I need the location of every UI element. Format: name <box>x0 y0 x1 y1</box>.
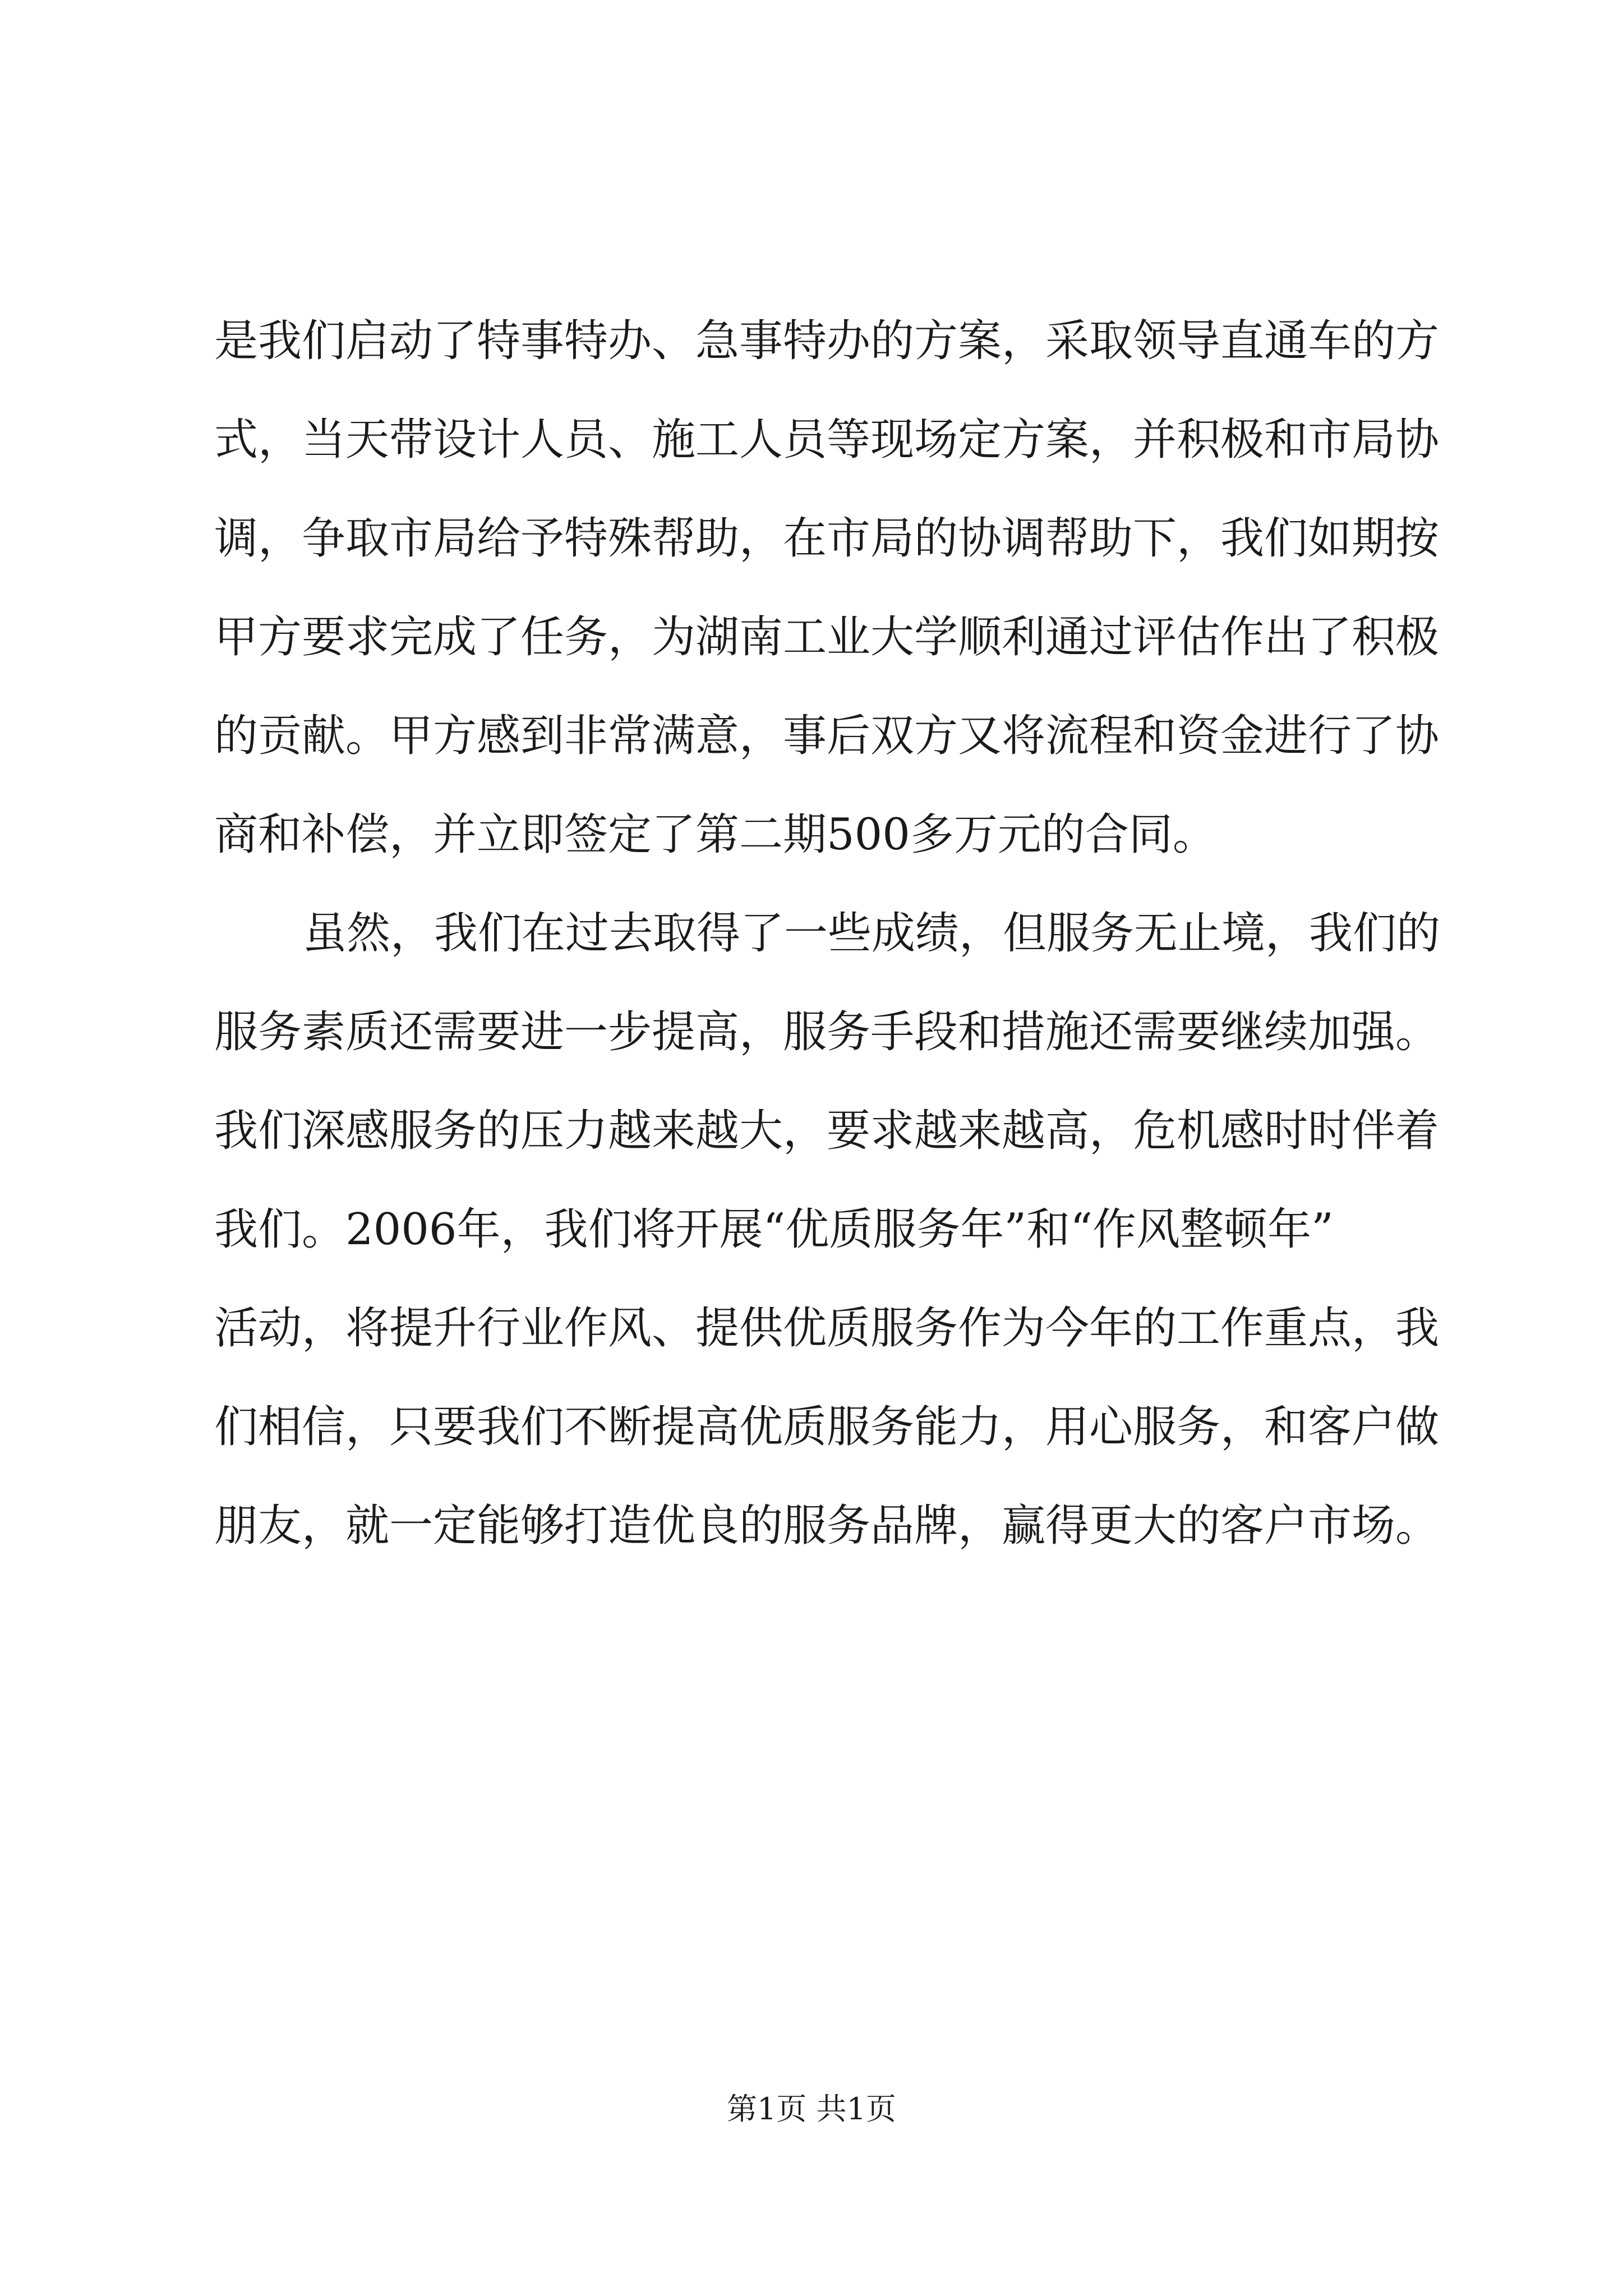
text-line: 我们深感服务的压力越来越大，要求越来越高，危机感时时伴着 <box>214 1106 1440 1156</box>
page-number: 第1页 共1页 <box>727 2091 896 2127</box>
document-body <box>214 292 1441 1575</box>
text-line: 式，当天带设计人员、施工人员等现场定方案，并积极和市局协 <box>214 415 1440 465</box>
text-line: 服务素质还需要进一步提高，服务手段和措施还需要继续加强。 <box>214 1007 1440 1057</box>
text-line: 甲方要求完成了任务，为湖南工业大学顺利通过评估作出了积极 <box>214 612 1440 662</box>
text-line: 朋友，就一定能够打造优良的服务品牌，赢得更大的客户市场。 <box>214 1501 1440 1551</box>
text-line: 的贡献。甲方感到非常满意，事后双方又将流程和资金进行了协 <box>214 711 1440 761</box>
text-line: 我们。2006年，我们将开展“优质服务年”和“作风整顿年” <box>214 1204 1334 1255</box>
page-footer <box>0 2090 1623 2129</box>
text-line: 们相信，只要我们不断提高优质服务能力，用心服务，和客户做 <box>214 1402 1440 1452</box>
text-line: 调，争取市局给予特殊帮助，在市局的协调帮助下，我们如期按 <box>214 513 1440 564</box>
text-line: 活动，将提升行业作风、提供优质服务作为今年的工作重点，我 <box>214 1303 1440 1354</box>
text-line: 是我们启动了特事特办、急事特办的方案，采取领导直通车的方 <box>214 316 1440 366</box>
text-line-paragraph-start: 虽然，我们在过去取得了一些成绩，但服务无止境，我们的 <box>303 908 1441 959</box>
text-line: 商和补偿，并立即签定了第二期500多万元的合同。 <box>214 809 1216 860</box>
